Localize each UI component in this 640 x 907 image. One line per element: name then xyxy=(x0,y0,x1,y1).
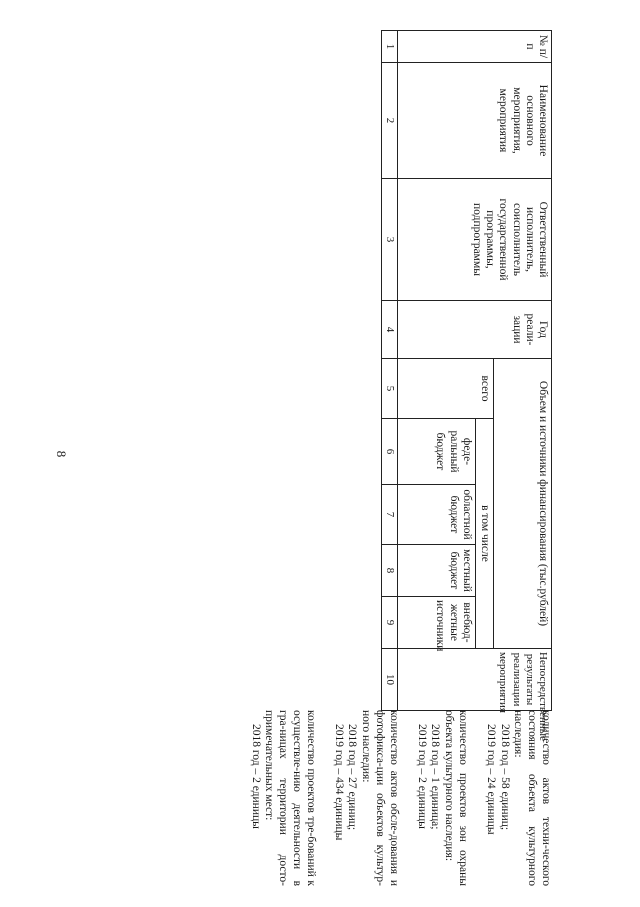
col-number: 4 xyxy=(382,301,398,359)
col-number: 10 xyxy=(382,649,398,711)
rotated-content xyxy=(60,30,640,904)
result-line: 2019 год – 434 единицы xyxy=(332,724,345,841)
header-executor: Ответственный исполнитель, соисполнитель государственной программы, подпрограммы xyxy=(397,179,551,301)
result-item xyxy=(414,710,469,886)
result-text: количество актов техни-ческого состояния объекта культурного наследия: xyxy=(512,710,552,886)
header-financing: Объем и источники финансирования (тыс.рублей) xyxy=(494,359,552,649)
result-item xyxy=(331,710,400,886)
results-column xyxy=(234,710,552,886)
result-line: 2019 год – 2 единицы xyxy=(415,724,428,829)
result-text: количество проектов тре-бований к осуществле-нию деятельности в гра-ницах территории досто-примечательных мест: xyxy=(263,710,317,886)
result-line: 2018 год – 27 единиц; xyxy=(346,724,359,831)
program-table xyxy=(381,30,552,741)
col-number: 1 xyxy=(382,31,398,63)
col-number: 3 xyxy=(382,179,398,301)
header-name: Наименование основного мероприятия, мероприятия xyxy=(397,63,551,179)
col-number: 9 xyxy=(382,597,398,649)
header-regional: областной бюджет xyxy=(397,485,475,545)
result-text: количество актов обсле-дования и фотофикса-ции объектов культур-ного наследия: xyxy=(360,710,400,886)
col-number: 2 xyxy=(382,63,398,179)
header-year: Год реали-зации xyxy=(397,301,551,359)
col-number: 8 xyxy=(382,545,398,597)
result-line: 2018 год – 58 единиц; xyxy=(498,724,511,831)
header-in-that: в том числе xyxy=(475,419,493,649)
result-item xyxy=(248,710,317,886)
result-item xyxy=(483,710,552,886)
col-number: 7 xyxy=(382,485,398,545)
header-extra: внебюд-жетные источники xyxy=(397,597,475,649)
header-number: № п/п xyxy=(397,31,551,63)
header-local: местный бюджет xyxy=(397,545,475,597)
result-line: 2019 год – 24 единицы xyxy=(484,724,497,835)
header-results: Непосредственные результаты реализации мероприятия xyxy=(397,649,551,711)
col-number: 5 xyxy=(382,359,398,419)
result-text: количество проектов зон охраны объекта культурного наследия: xyxy=(443,710,470,886)
result-line: 2018 год – 1 единица; xyxy=(429,724,442,830)
page-number: 8 xyxy=(54,450,69,458)
header-federal: феде-ральный бюджет xyxy=(397,419,475,485)
header-total: всего xyxy=(397,359,493,419)
col-number: 6 xyxy=(382,419,398,485)
result-line: 2018 год – 2 единицы xyxy=(249,724,262,829)
